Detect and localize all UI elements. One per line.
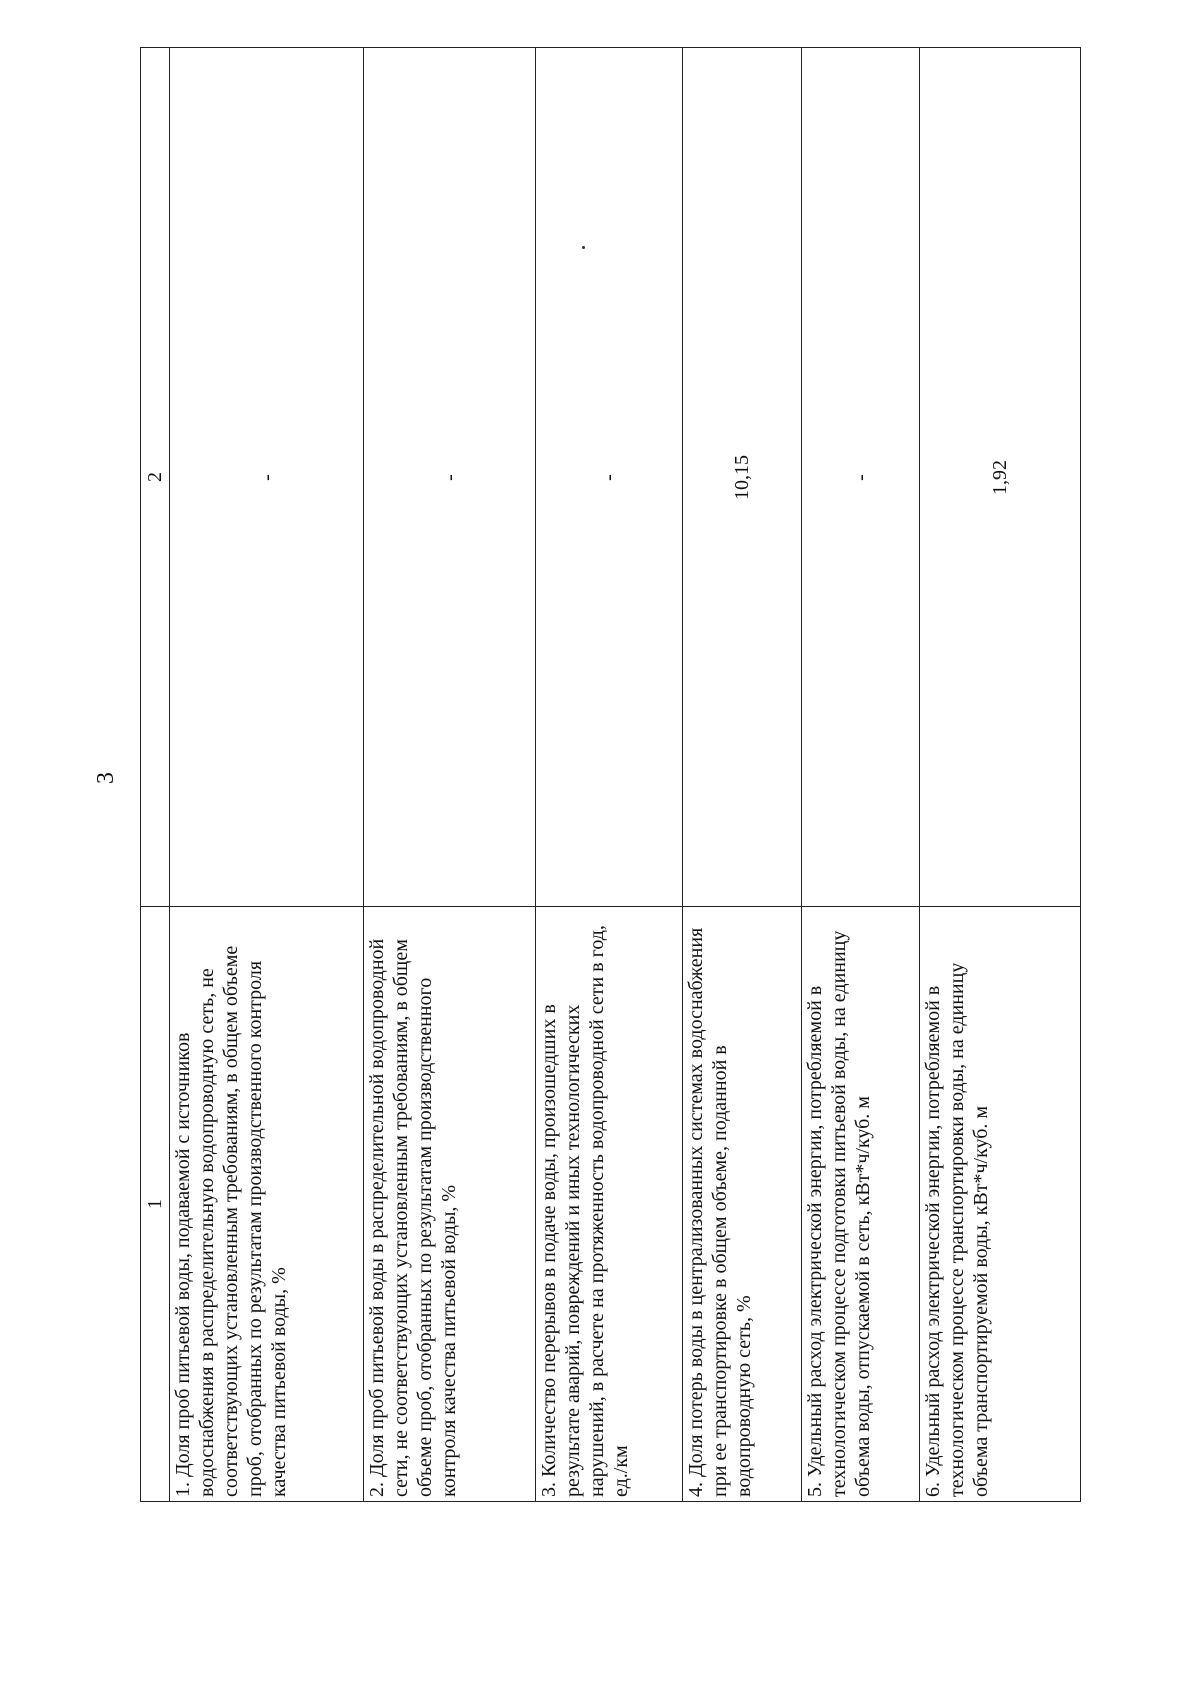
table-row	[919, 48, 1080, 1502]
indicator-value: -	[801, 48, 919, 907]
indicator-label-cell	[801, 907, 919, 1502]
indicator-value: 1,92	[919, 48, 1080, 907]
indicator-label-cell	[682, 907, 801, 1502]
indicators-table	[140, 47, 1081, 1502]
table-row	[801, 48, 919, 1502]
indicator-label: 5. Удельный расход электрической энергии, потребляемой в технологическом процессе подготовки питьевой воды, на единицу объема воды, отпускаемой в сеть, кВт*ч/куб. м	[803, 930, 874, 1497]
indicator-label: 4. Доля потерь воды в централизованных системах водоснабжения при ее транспортировке в общем объеме, поданной в водопроводную сеть, %	[684, 927, 755, 1497]
rotated-table-container	[140, 48, 1081, 1502]
page-number: 3	[93, 772, 119, 784]
indicator-value: -	[536, 48, 683, 907]
table-row	[170, 48, 364, 1502]
column-header-2: 2	[141, 48, 170, 907]
column-header-1: 1	[141, 907, 170, 1502]
indicator-label-cell	[536, 907, 683, 1502]
indicator-label: 1. Доля проб питьевой воды, подаваемой с источников водоснабжения в распределительную водопроводную сеть, не соответствующих установленным требованиям, в общем объеме проб, отобранных по результатам производственного контроля качества питьевой воды, %	[172, 945, 290, 1497]
indicator-value: 10,15	[682, 48, 801, 907]
table-header-row	[141, 48, 170, 1502]
indicator-label: 3. Количество перерывов в подаче воды, произошедших в результате аварий, повреждений и иных технологических нарушений, в расчете на протяженность водопроводной сети в год, ед./км	[538, 925, 633, 1497]
table-row	[536, 48, 683, 1502]
indicator-label: 2. Доля проб питьевой воды в распределительной водопроводной сети, не соответствующих установленным требованиям, в общем объеме проб, отобранных по результатам производственного контроля качества питьевой воды, %	[366, 938, 461, 1497]
indicator-label-cell	[170, 907, 364, 1502]
indicator-label-cell	[364, 907, 536, 1502]
indicator-label-cell	[919, 907, 1080, 1502]
indicator-label: 6. Удельный расход электрической энергии, потребляемой в технологическом процессе транспортировки воды, на единицу объема транспортируемой воды, кВт*ч/куб. м	[921, 962, 992, 1497]
indicator-value: -	[364, 48, 536, 907]
table-row	[682, 48, 801, 1502]
table-row	[364, 48, 536, 1502]
indicator-value: -	[170, 48, 364, 907]
